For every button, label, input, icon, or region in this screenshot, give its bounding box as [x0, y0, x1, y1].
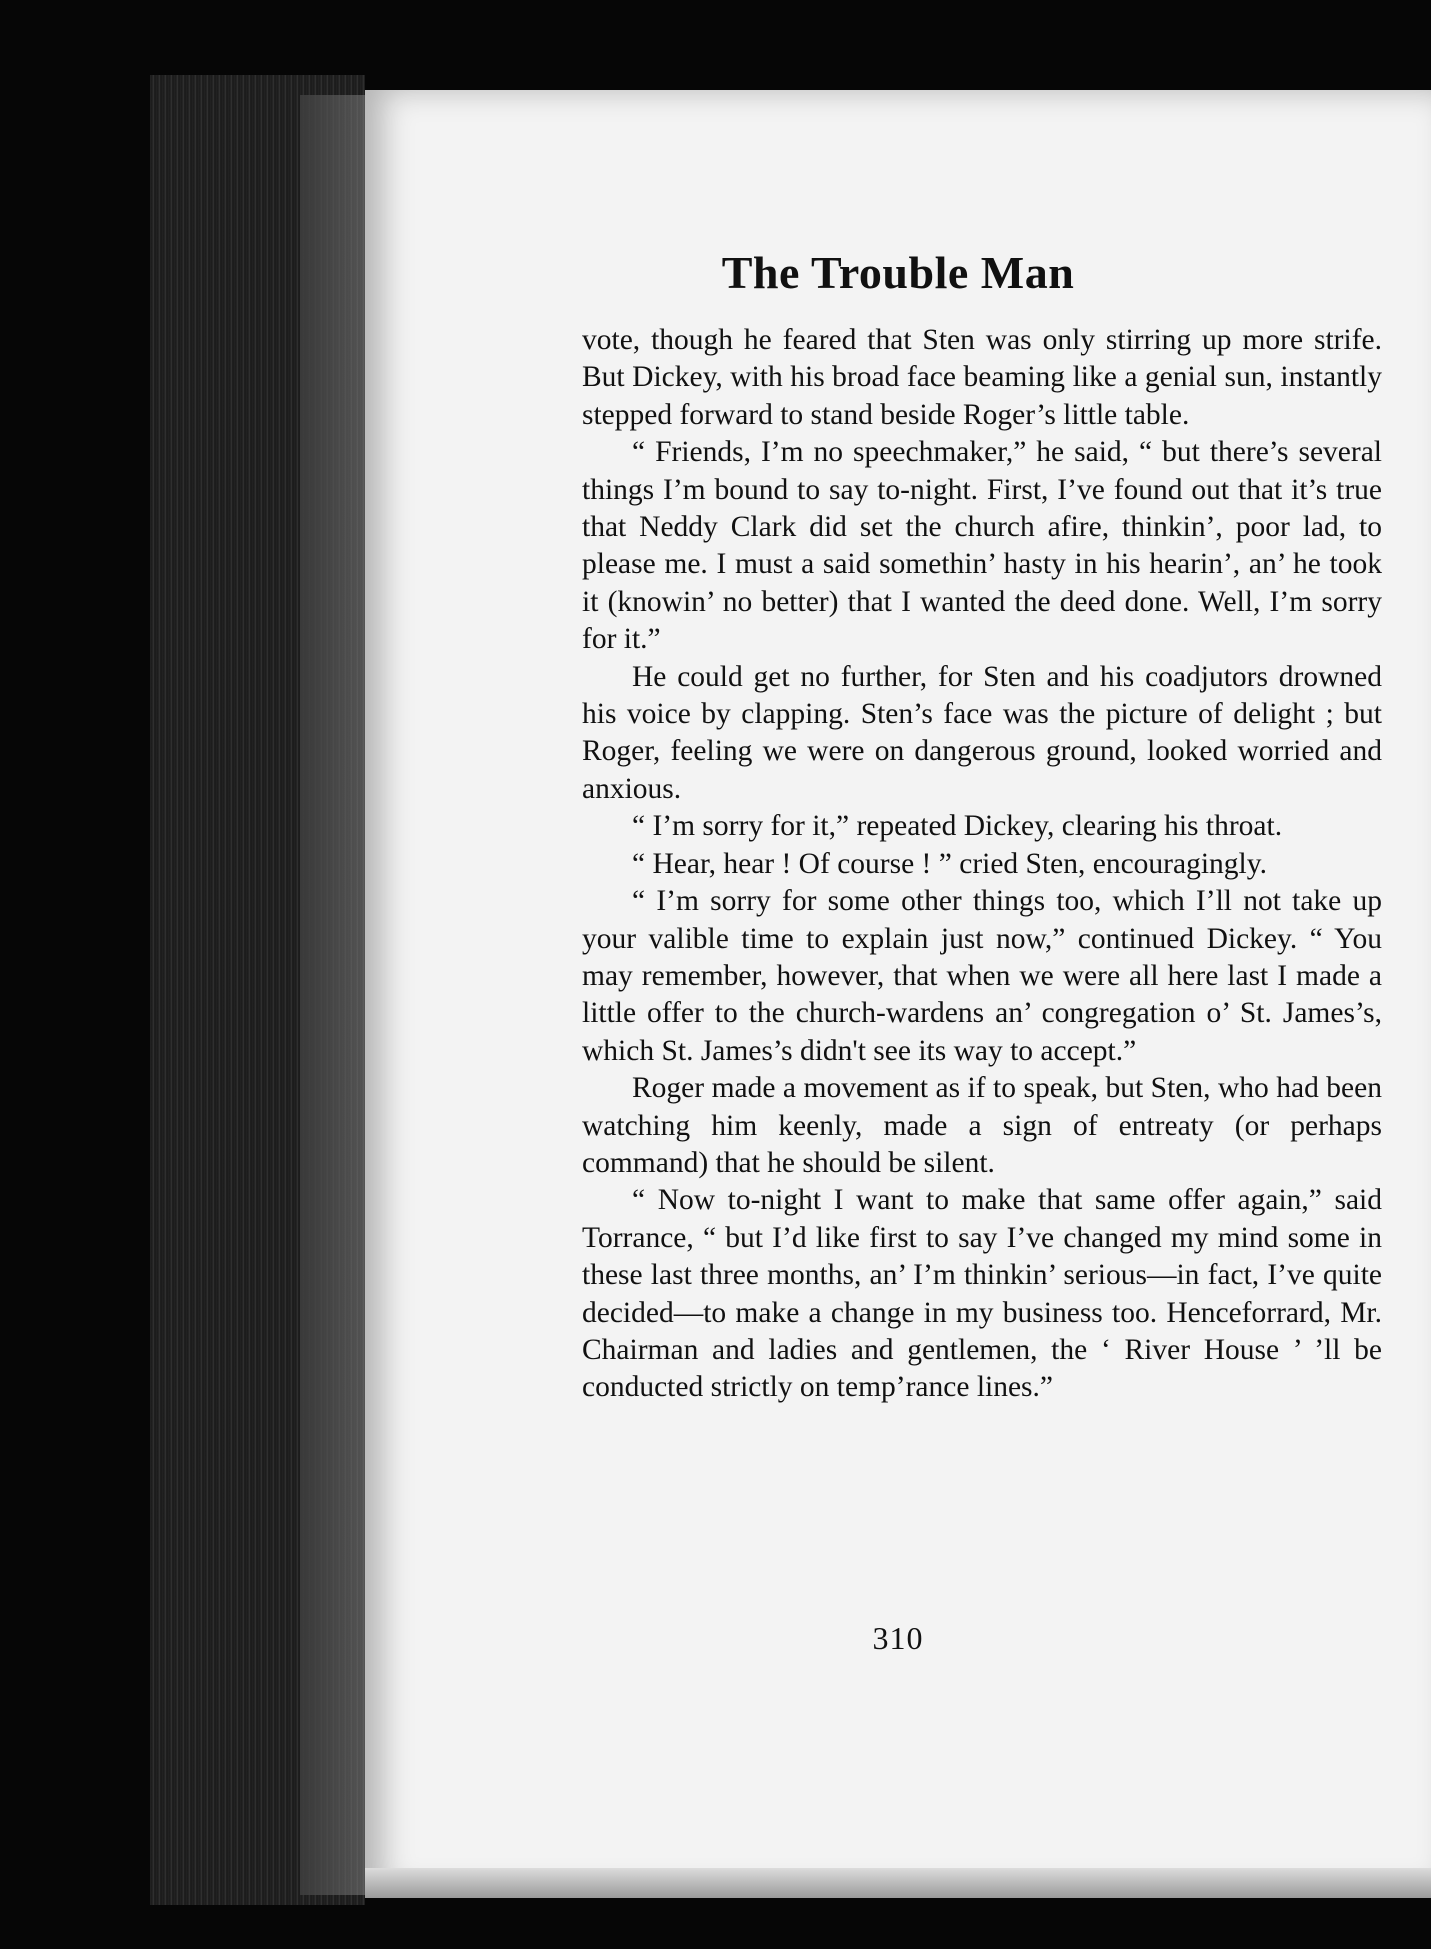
paragraph-2: “ Friends, I’m no speechmaker,” he said, “ but there’s several things I’m bound to say to-night. First, I’ve found out that it’s true that Neddy Clark did set the church afire, thinkin’, poor lad, to please me. I must a said somethin’ hasty in his hearin’, an’ he took it (knowin’ no better) that I wanted the deed done. Well, I’m sorry for it.”	[582, 436, 1382, 656]
paragraph-8: “ Now to-night I want to make that same offer again,” said Torrance, “ but I’d like first to say I’ve changed my mind some in these last three months, an’ I’m thinkin’ serious—in fact, I’ve quite decided—to make a change in my business too. Henceforrard, Mr. Chairman and ladies and gentlemen, the ‘ River House ’ ’ll be conducted strictly on temp’rance lines.”	[582, 1184, 1382, 1404]
paragraph-1: vote, though he feared that Sten was only stirring up more strife. But Dickey, with his broad face beaming like a genial sun, instantly stepped forward to stand beside Roger’s little table.	[582, 324, 1382, 431]
paragraph-5: “ Hear, hear ! Of course ! ” cried Sten, encouragingly.	[632, 847, 1267, 880]
paragraph-6: “ I’m sorry for some other things too, which I’ll not take up your valible time to explain just now,” continued Dickey. “ You may remember, however, that when we were all here last I made a little offer to the church-wardens an’ congregation o’ St. James’s, which St. James’s didn't see its way to accept.”	[582, 885, 1382, 1067]
paragraph-4: “ I’m sorry for it,” repeated Dickey, clearing his throat.	[632, 810, 1283, 843]
page-bottom-edge	[365, 1868, 1431, 1898]
page-number: 310	[872, 1620, 924, 1656]
paragraph-7: Roger made a movement as if to speak, but Sten, who had been watching him keenly, made a sign of entreaty (or perhaps command) that he should be silent.	[582, 1072, 1382, 1179]
running-head: The Trouble Man	[721, 247, 1075, 298]
paragraph-3: He could get no further, for Sten and his coadjutors drowned his voice by clapping. Sten’s face was the picture of delight ; but Roger, feeling we were on dangerous ground, looked worried and anxious.	[582, 660, 1382, 805]
body-text	[582, 322, 1382, 1407]
